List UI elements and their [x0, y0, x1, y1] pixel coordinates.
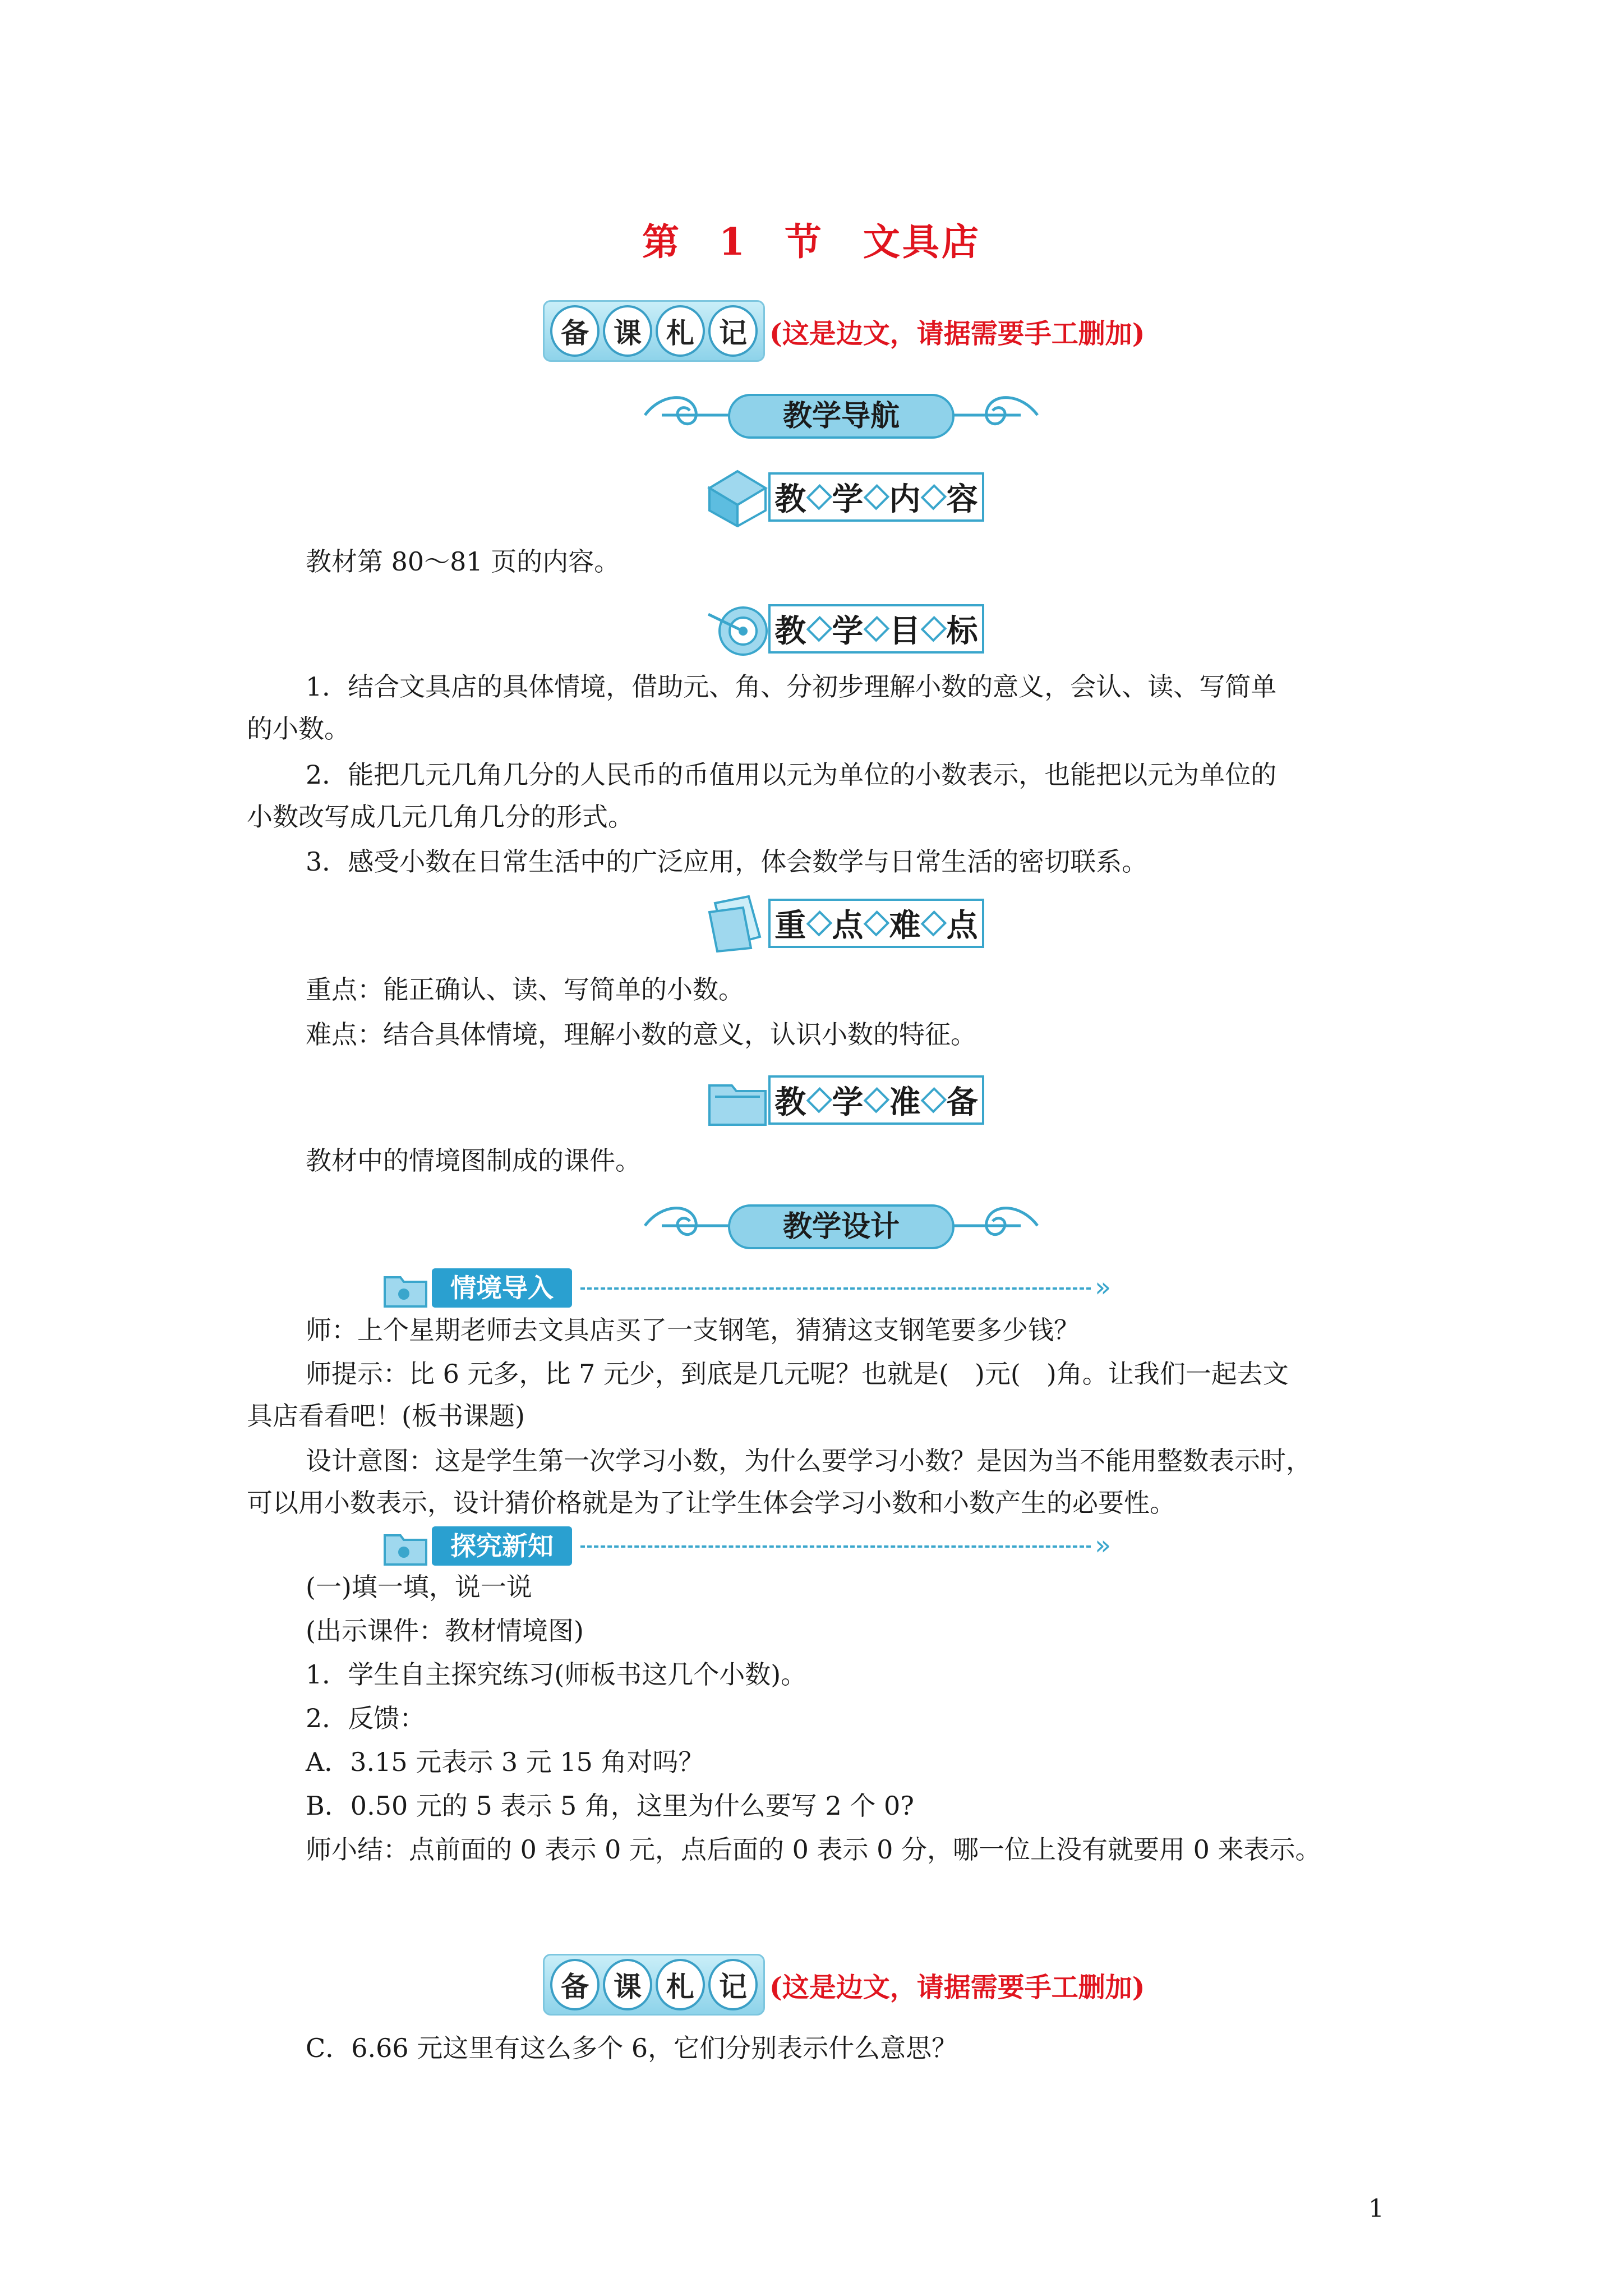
- key-point-text: 重点：能正确认、读、写简单的小数。: [306, 974, 744, 1005]
- notes-badge-char: 记: [708, 1959, 758, 2010]
- notes-badge-char: 备: [550, 1959, 600, 2010]
- header-char: 教: [774, 1084, 806, 1121]
- difficult-point-text: 难点：结合具体情境，理解小数的意义，认识小数的特征。: [306, 1019, 976, 1050]
- intro-line-2: 师提示：比 6 元多，比 7 元少，到底是几元呢？也就是( )元( )角。让我们一起去文: [306, 1359, 1289, 1389]
- explore-line-6: B．0.50 元的 5 表示 5 角，这里为什么要写 2 个 0?: [306, 1791, 914, 1821]
- page-number: 1: [1368, 2194, 1384, 2223]
- goal-1-line-2: 的小数。: [247, 714, 350, 744]
- explore-line-2: (出示课件：教材情境图): [306, 1616, 584, 1646]
- papers-icon: [704, 892, 771, 954]
- notes-header: [543, 1951, 1145, 2018]
- section-header-content: [704, 466, 995, 527]
- content-text: 教材第 80～81 页的内容。: [306, 546, 620, 577]
- folder-tab-icon: [381, 1265, 432, 1310]
- header-char: 学: [832, 1084, 864, 1121]
- banner-label: 教学设计: [782, 1210, 900, 1244]
- header-char: 教: [774, 613, 806, 650]
- book-icon: [704, 466, 771, 527]
- tab-label: 情境导入: [432, 1268, 572, 1308]
- section-header-prep: [704, 1069, 995, 1130]
- intro-line-3: 具店看看吧！(板书课题): [247, 1401, 525, 1431]
- explore-line-5: A．3.15 元表示 3 元 15 角对吗？: [306, 1747, 704, 1777]
- header-char: 内: [889, 481, 921, 518]
- header-char: 容: [946, 481, 978, 518]
- notes-badge: [543, 1954, 765, 2016]
- header-char: 目: [889, 613, 921, 650]
- banner-label: 教学导航: [782, 399, 900, 433]
- section-header-keypoints: [704, 892, 995, 954]
- header-char: 备: [946, 1084, 978, 1121]
- header-char: 重: [774, 907, 806, 944]
- teaching-design-banner: [639, 1192, 1043, 1259]
- intro-design-intent-2: 可以用小数表示，设计猜价格就是为了让学生体会学习小数和小数产生的必要性。: [247, 1488, 1175, 1518]
- explore-summary: 师小结：点前面的 0 表示 0 元，点后面的 0 表示 0 分，哪一位上没有就要用 0 来表示。: [306, 1834, 1321, 1865]
- double-chevron-icon: »: [1095, 1272, 1112, 1303]
- notes-badge-char: 札: [656, 1959, 705, 2010]
- explore-line-1: (一)填一填，说一说: [306, 1572, 532, 1602]
- folder-tab-icon: [381, 1523, 432, 1568]
- tab-label: 探究新知: [432, 1526, 572, 1566]
- dashed-divider: [580, 1545, 1091, 1548]
- double-chevron-icon: »: [1095, 1530, 1112, 1561]
- target-icon: [704, 597, 771, 659]
- intro-design-intent-1: 设计意图：这是学生第一次学习小数，为什么要学习小数？是因为当不能用整数表示时，: [306, 1446, 1312, 1476]
- folder-icon: [704, 1069, 771, 1130]
- goal-3: 3．感受小数在日常生活中的广泛应用，体会数学与日常生活的密切联系。: [306, 846, 1148, 877]
- explore-line-4: 2．反馈：: [306, 1703, 426, 1733]
- notes-badge-char: 课: [603, 305, 652, 357]
- notes-badge-char: 札: [656, 305, 705, 357]
- prep-text: 教材中的情境图制成的课件。: [306, 1145, 641, 1176]
- header-char: 准: [889, 1084, 921, 1121]
- header-char: 教: [774, 481, 806, 518]
- header-char: 点: [946, 907, 978, 944]
- tab-situation-intro: [381, 1265, 1127, 1310]
- notes-remark: (这是边文，请据需要手工删加): [769, 1971, 1145, 2003]
- dashed-divider: [580, 1287, 1091, 1290]
- goal-2-line-2: 小数改写成几元几角几分的形式。: [247, 802, 634, 832]
- intro-line-1: 师：上个星期老师去文具店买了一支钢笔，猜猜这支钢笔要多少钱？: [306, 1315, 1080, 1345]
- explore-line-8: C．6.66 元这里有这么多个 6，它们分别表示什么意思？: [306, 2033, 958, 2063]
- section-header-goals: [704, 597, 995, 659]
- goal-2-line-1: 2．能把几元几角几分的人民币的币值用以元为单位的小数表示，也能把以元为单位的: [306, 760, 1277, 790]
- notes-badge-char: 记: [708, 305, 758, 357]
- notes-badge-char: 备: [550, 305, 600, 357]
- header-char: 点: [832, 907, 864, 944]
- header-char: 学: [832, 613, 864, 650]
- lesson-title: 第 1 节 文具店: [642, 220, 981, 264]
- teaching-nav-banner: [639, 381, 1043, 449]
- notes-remark: (这是边文，请据需要手工删加): [769, 318, 1145, 349]
- notes-header: [543, 297, 1145, 365]
- notes-badge-char: 课: [603, 1959, 652, 2010]
- explore-line-3: 1．学生自主探究练习(师板书这几个小数)。: [306, 1659, 807, 1690]
- notes-badge: [543, 300, 765, 362]
- header-char: 难: [889, 907, 921, 944]
- tab-explore-new: [381, 1523, 1127, 1568]
- header-char: 标: [946, 613, 978, 650]
- goal-1-line-1: 1．结合文具店的具体情境，借助元、角、分初步理解小数的意义，会认、读、写简单: [306, 671, 1277, 702]
- header-char: 学: [832, 481, 864, 518]
